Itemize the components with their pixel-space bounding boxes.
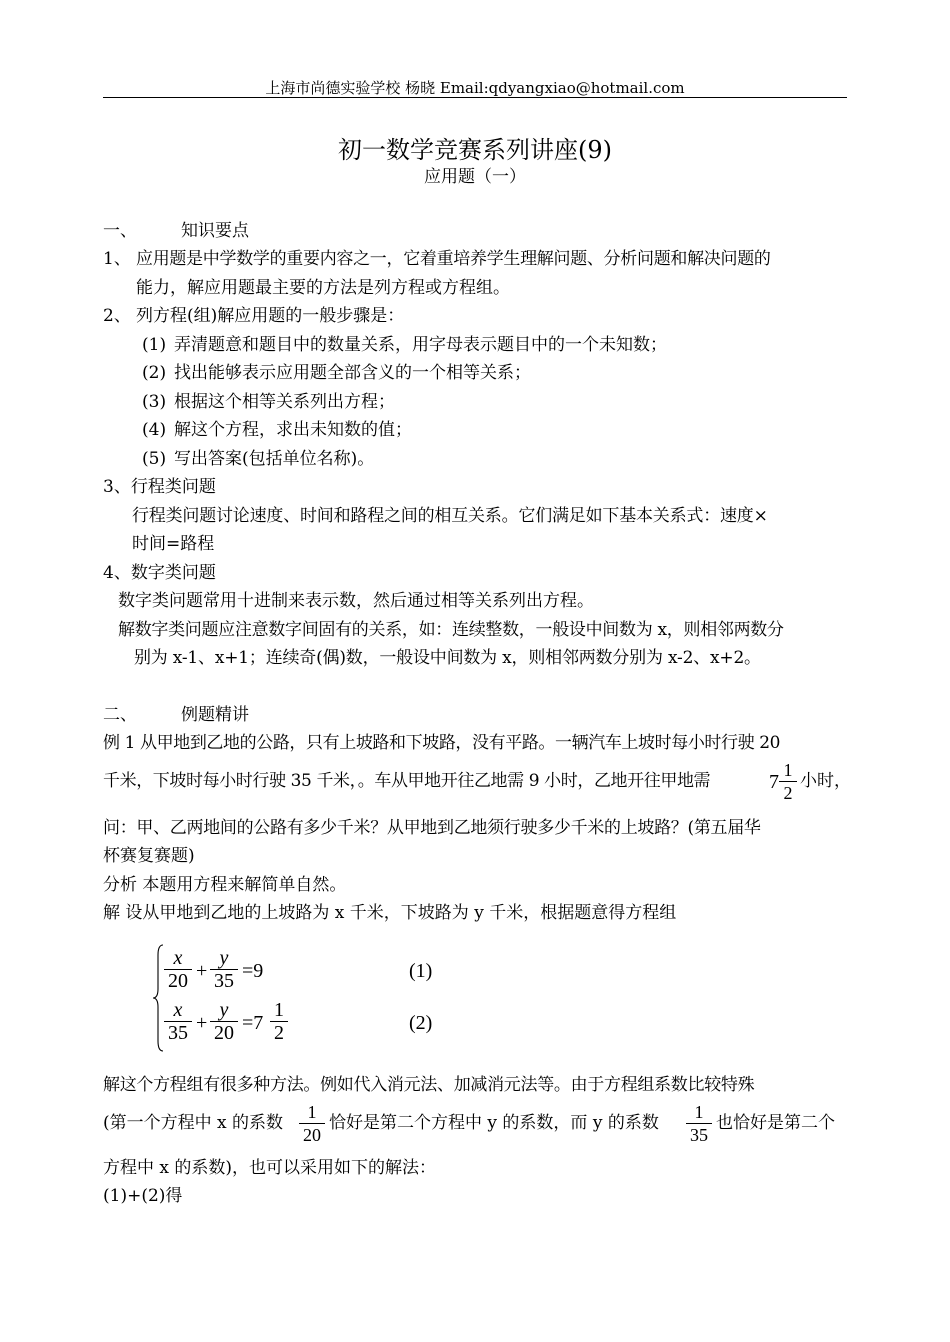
step2-text: 找出能够表示应用题全部含义的一个相等关系； [174,363,531,383]
fraction-numerator: x [173,999,183,1021]
eq1-plus: + [196,960,208,982]
eq2-plus: + [196,1012,208,1034]
fraction-denominator: 35 [214,970,234,992]
eq1-fraction-y [210,948,238,991]
step1-number: (1) [142,335,167,355]
eq1-fraction-x [164,948,192,991]
after-line2a: (第一个方程中 x 的系数 [103,1113,284,1133]
eq2-rhs: =7 [242,1012,264,1034]
step4-text: 解这个方程，求出未知数的值； [174,420,412,440]
p3-heading: 3、行程类问题 [103,477,216,497]
p2-number: 2、 [103,306,131,326]
after-line1: 解这个方程组有很多种方法。例如代入消元法、加减消元法等。由于方程组系数比较特殊 [103,1075,755,1095]
p4-line3: 别为 x-1、x+1；连续奇(偶)数，一般设中间数为 x，则相邻两数分别为 x-2、x+2。 [134,648,761,668]
fraction-bar [299,1123,325,1124]
example1-mixed-fraction [779,760,797,803]
document-title: 初一数学竞赛系列讲座(9) [338,136,612,164]
analysis-text: 分析 本题用方程来解简单自然。 [103,875,347,895]
example1-line2a: 千米，下坡时每小时行驶 35 千米，。车从甲地开往乙地需 9 小时，乙地开往甲地需 [103,771,711,791]
step5-number: (5) [142,449,167,469]
fraction-denominator: 2 [274,1022,284,1044]
after-line2b: 恰好是第二个方程中 y 的系数，而 y 的系数 [329,1113,659,1133]
p4-line1: 数字类问题常用十进制来表示数，然后通过相等关系列出方程。 [118,591,594,611]
fraction-denominator: 35 [690,1125,708,1145]
fraction-denominator: 20 [168,970,188,992]
step5-text: 写出答案(包括单位名称)。 [174,449,375,469]
eq2-rhs-fraction [270,1000,288,1043]
after-line4: (1)+(2)得 [103,1186,183,1206]
example1-mixed-whole: 7 [769,771,779,793]
example1-line2b: 小时， [800,771,851,791]
fraction-numerator: x [173,947,183,969]
section1-heading: 知识要点 [181,221,249,241]
header-rule [103,97,847,98]
p2-text: 列方程(组)解应用题的一般步骤是： [136,306,405,326]
section1-number: 一、 [103,221,137,241]
fraction-denominator: 20 [303,1125,321,1145]
document-subtitle: 应用题（一） [424,167,526,187]
p4-heading: 4、数字类问题 [103,563,216,583]
after-fraction-1-20 [299,1102,325,1145]
fraction-numerator: 1 [274,999,284,1021]
after-line2c: 也恰好是第二个 [716,1113,835,1133]
step4-number: (4) [142,420,167,440]
fraction-numerator: y [219,947,229,969]
fraction-numerator: 1 [307,1102,317,1122]
example1-line3: 问：甲、乙两地间的公路有多少千米？从甲地到乙地须行驶多少千米的上坡路？(第五届华 [103,818,761,838]
step1-text: 弄清题意和题目中的数量关系，用字母表示题目中的一个未知数； [174,335,667,355]
section2-number: 二、 [103,705,137,725]
example1-line1: 例 1 从甲地到乙地的公路，只有上坡路和下坡路，没有平路。一辆汽车上坡时每小时行驶 20 [103,733,781,753]
fraction-numerator: y [219,999,229,1021]
eq1-label: (1) [409,960,433,982]
eq2-fraction-x [164,1000,192,1043]
eq2-label: (2) [409,1012,433,1034]
p3-line2: 时间=路程 [132,534,215,554]
fraction-denominator: 20 [214,1022,234,1044]
p3-line1: 行程类问题讨论速度、时间和路程之间的相互关系。它们满足如下基本关系式：速度× [132,506,768,526]
fraction-numerator: 1 [694,1102,704,1122]
p1-line2: 能力，解应用题最主要的方法是列方程或方程组。 [136,278,510,298]
fraction-denominator: 2 [783,783,793,803]
step3-text: 根据这个相等关系列出方程； [174,392,395,412]
after-fraction-1-35 [686,1102,712,1145]
step3-number: (3) [142,392,167,412]
fraction-numerator: 1 [783,760,793,780]
fraction-bar [686,1123,712,1124]
fraction-denominator: 35 [168,1022,188,1044]
page-header: 上海市尚德实验学校 杨晓 Email:qdyangxiao@hotmail.com [265,79,685,97]
solution-text: 解 设从甲地到乙地的上坡路为 x 千米，下坡路为 y 千米，根据题意得方程组 [103,903,677,923]
example1-line4: 杯赛复赛题) [103,846,195,866]
p1-line1: 应用题是中学数学的重要内容之一，它着重培养学生理解问题、分析问题和解决问题的 [136,249,771,269]
step2-number: (2) [142,363,167,383]
after-line3: 方程中 x 的系数)，也可以采用如下的解法： [103,1158,437,1178]
fraction-bar [779,781,797,782]
eq2-fraction-y [210,1000,238,1043]
eq1-rhs: =9 [242,960,264,982]
p4-line2: 解数字类问题应注意数字间固有的关系，如：连续整数，一般设中间数为 x，则相邻两数分 [118,620,784,640]
p1-number: 1、 [103,249,131,269]
section2-heading: 例题精讲 [181,705,249,725]
